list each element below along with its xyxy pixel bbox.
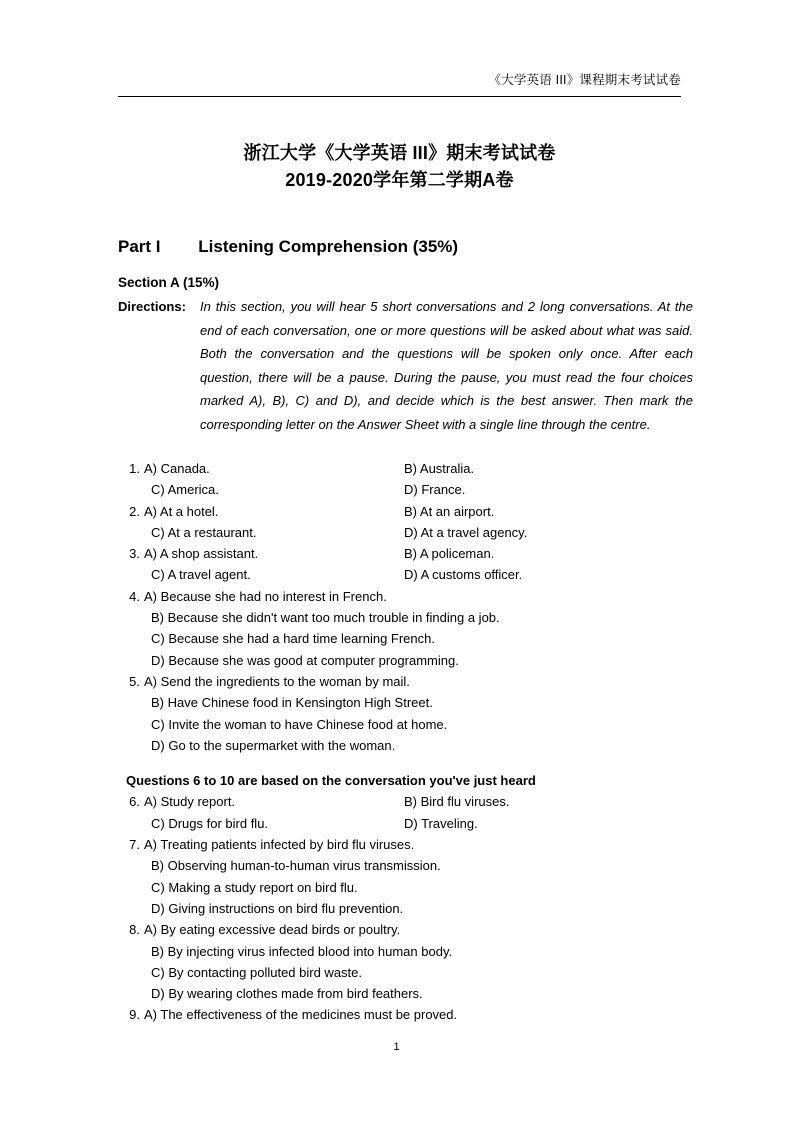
choice-a[interactable]: A) Study report. — [144, 794, 236, 810]
part-heading: Part I Listening Comprehension (35%) — [118, 237, 459, 256]
choice-c[interactable]: C) By contacting polluted bird waste. — [151, 964, 362, 980]
table-row — [118, 501, 693, 522]
question-3 — [118, 543, 693, 586]
choice-a[interactable]: A) Send the ingredients to the woman by mail. — [144, 673, 410, 689]
table-row — [118, 983, 693, 1004]
choice-d[interactable]: D) By wearing clothes made from bird feathers. — [151, 986, 423, 1002]
choice-b[interactable]: B) Australia. — [404, 461, 475, 476]
choice-d[interactable]: D) Because she was good at computer programming. — [151, 652, 459, 668]
question-number: 2. — [129, 503, 140, 519]
section-heading: Section A (15%) — [118, 275, 220, 290]
table-row — [118, 813, 693, 834]
choice-d[interactable]: D) A customs officer. — [404, 567, 523, 583]
questions-6-10-heading: Questions 6 to 10 are based on the conversation you've just heard — [126, 773, 536, 789]
question-8 — [118, 919, 693, 1004]
directions-text: In this section, you will hear 5 short conversations and 2 long conversations. At the end of each conversation, one or more questions will be asked about what was said. Both the conversation and the questions will be spoken only once. After each question, there will be a pause. During the pause, you must read the four choices marked A), B), C) and D), and decide which is the best answer. Then mark the corresponding letter on the Answer Sheet with a single line through the centre. — [200, 299, 693, 432]
question-number: 6. — [129, 794, 140, 810]
header-divider — [118, 96, 681, 97]
table-row — [118, 714, 693, 735]
table-row — [118, 586, 693, 607]
choice-d[interactable]: D) France. — [404, 482, 466, 498]
question-6 — [118, 791, 693, 834]
page-title-line-1: 浙江大学《大学英语 III》期末考试试卷 — [243, 143, 556, 163]
choice-c[interactable]: C) America. — [151, 482, 219, 498]
question-number: 1. — [129, 461, 140, 476]
table-row — [118, 735, 693, 756]
choice-b[interactable]: B) A policeman. — [404, 546, 495, 562]
question-number: 5. — [129, 673, 140, 689]
question-number: 3. — [129, 546, 140, 562]
question-number: 7. — [129, 837, 140, 853]
choice-c[interactable]: C) Making a study report on bird flu. — [151, 879, 358, 895]
table-row — [118, 671, 693, 692]
table-row — [118, 898, 693, 919]
table-row — [118, 564, 693, 585]
choice-d[interactable]: D) Traveling. — [404, 815, 478, 831]
table-row — [118, 941, 693, 962]
choice-c[interactable]: C) At a restaurant. — [151, 524, 257, 540]
choice-a[interactable]: A) At a hotel. — [144, 503, 219, 519]
table-row — [118, 962, 693, 983]
choice-a[interactable]: A) Treating patients infected by bird flu viruses. — [144, 837, 415, 853]
question-list — [118, 458, 693, 1026]
question-7 — [118, 834, 693, 919]
choice-c[interactable]: C) A travel agent. — [151, 567, 251, 583]
table-row — [118, 543, 693, 564]
question-2 — [118, 501, 693, 544]
table-row — [118, 650, 693, 671]
page-number: 1 — [393, 1041, 400, 1053]
choice-c[interactable]: C) Because she had a hard time learning French. — [151, 631, 435, 647]
directions-block — [118, 295, 693, 436]
choice-a[interactable]: A) Canada. — [144, 461, 210, 476]
question-number: 4. — [129, 588, 140, 604]
question-1 — [118, 458, 693, 501]
running-header-text: 《大学英语 III》课程期末考试试卷 — [488, 73, 681, 87]
exam-content — [118, 236, 693, 1026]
choice-a[interactable]: A) Because she had no interest in French. — [144, 588, 387, 604]
choice-b[interactable]: B) Have Chinese food in Kensington High Street. — [151, 695, 433, 711]
question-5 — [118, 671, 693, 756]
table-row — [118, 628, 693, 649]
spacer — [118, 436, 693, 458]
choice-b[interactable]: B) At an airport. — [404, 503, 495, 519]
question-4 — [118, 586, 693, 671]
choice-a[interactable]: A) The effectiveness of the medicines must be proved. — [144, 1007, 458, 1023]
choice-a[interactable]: A) A shop assistant. — [144, 546, 259, 562]
page-title — [118, 140, 681, 194]
question-9 — [118, 1004, 693, 1025]
table-row — [118, 522, 693, 543]
choice-b[interactable]: B) By injecting virus infected blood into human body. — [151, 943, 453, 959]
table-row — [118, 855, 693, 876]
table-row — [118, 834, 693, 855]
choice-a[interactable]: A) By eating excessive dead birds or poultry. — [144, 922, 401, 938]
table-row — [118, 607, 693, 628]
table-row — [118, 692, 693, 713]
table-row — [118, 1004, 693, 1025]
directions-label: Directions: — [118, 299, 186, 314]
page-title-line-2: 2019-2020学年第二学期A卷 — [285, 170, 514, 190]
choice-b[interactable]: B) Because she didn't want too much trouble in finding a job. — [151, 610, 500, 626]
table-row — [118, 479, 693, 500]
table-row — [118, 877, 693, 898]
question-number: 8. — [129, 922, 140, 938]
spacer — [118, 756, 693, 770]
running-header — [118, 72, 681, 89]
choice-b[interactable]: B) Observing human-to-human virus transmission. — [151, 858, 441, 874]
choice-d[interactable]: D) Go to the supermarket with the woman. — [151, 737, 396, 753]
choice-d[interactable]: D) Giving instructions on bird flu prevention. — [151, 900, 404, 916]
table-row — [118, 791, 693, 812]
choice-b[interactable]: B) Bird flu viruses. — [404, 794, 510, 810]
choice-c[interactable]: C) Drugs for bird flu. — [151, 815, 269, 831]
question-number: 9. — [129, 1007, 140, 1023]
table-row — [118, 458, 693, 479]
choice-c[interactable]: C) Invite the woman to have Chinese food at home. — [151, 716, 448, 732]
choice-d[interactable]: D) At a travel agency. — [404, 524, 528, 540]
table-row — [118, 919, 693, 940]
